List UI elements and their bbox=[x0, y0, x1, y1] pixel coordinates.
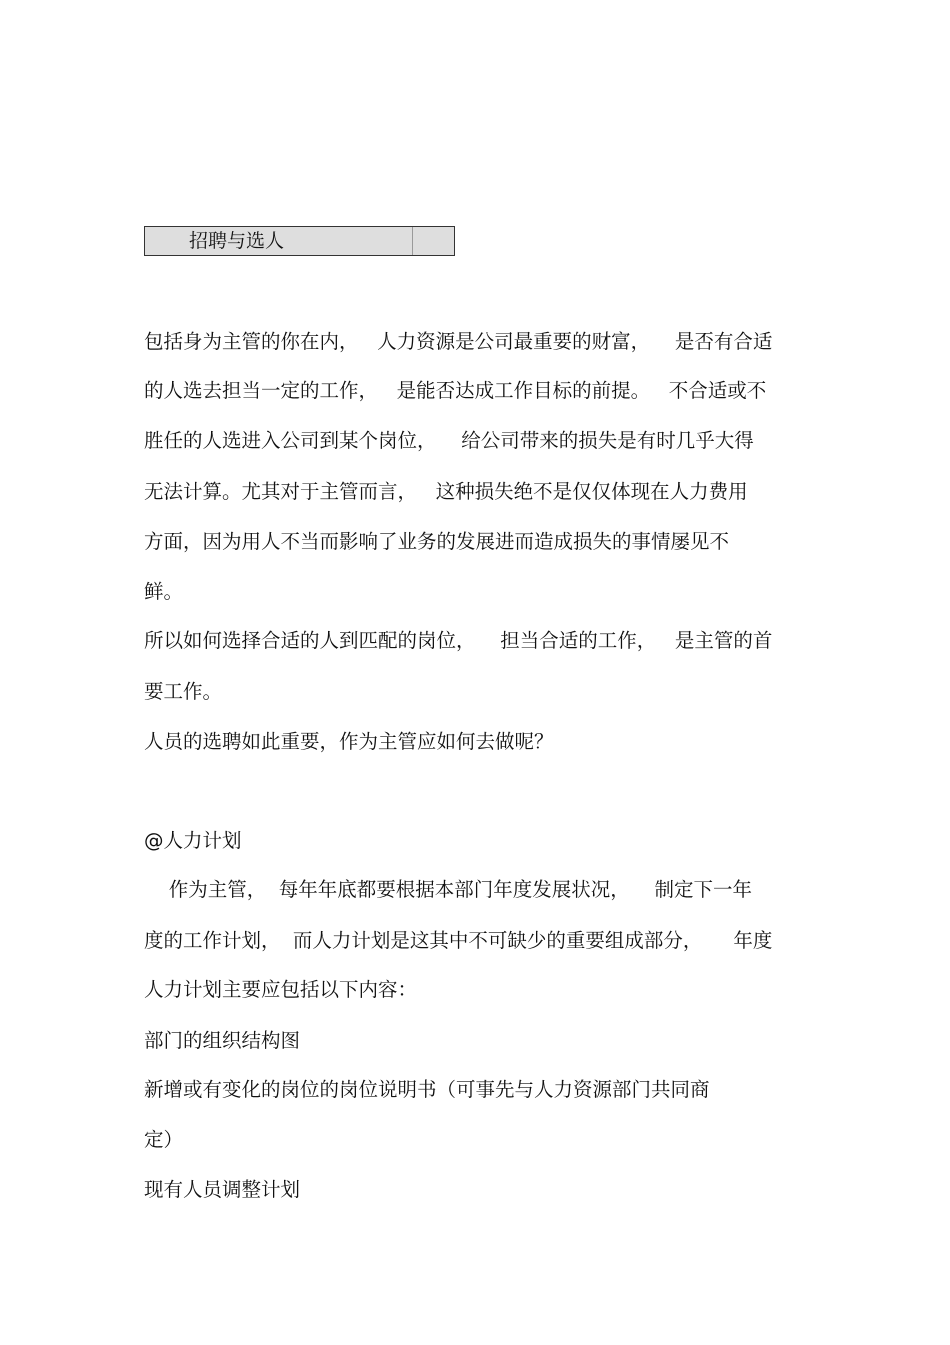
section-title-box bbox=[144, 226, 455, 256]
title-box-divider bbox=[412, 227, 413, 255]
list-item-continuation: 定） bbox=[144, 1128, 184, 1151]
paragraph-line: 无法计算。尤其对于主管而言， 这种损失绝不是仅仅体现在人力费用 bbox=[144, 480, 748, 503]
paragraph-line: 所以如何选择合适的人到匹配的岗位， 担当合适的工作， 是主管的首 bbox=[144, 629, 773, 652]
paragraph-line: 胜任的人选进入公司到某个岗位， 给公司带来的损失是有时几乎大得 bbox=[144, 429, 754, 452]
paragraph-line: 度的工作计划， 而人力计划是这其中不可缺少的重要组成部分， 年度 bbox=[144, 929, 773, 952]
paragraph-line: 作为主管， 每年年底都要根据本部门年度发展状况， 制定下一年 bbox=[144, 878, 752, 901]
paragraph-line: 鲜。 bbox=[144, 580, 184, 603]
paragraph-line: 的人选去担当一定的工作， 是能否达成工作目标的前提。 不合适或不 bbox=[144, 379, 767, 402]
list-item: 新增或有变化的岗位的岗位说明书（可事先与人力资源部门共同商 bbox=[144, 1078, 710, 1101]
paragraph-line: 方面，因为用人不当而影响了业务的发展进而造成损失的事情屡见不 bbox=[144, 530, 730, 553]
subsection-heading: @人力计划 bbox=[144, 829, 242, 852]
paragraph-line: 人员的选聘如此重要，作为主管应如何去做呢？ bbox=[144, 730, 554, 753]
paragraph-line: 人力计划主要应包括以下内容： bbox=[144, 978, 418, 1001]
paragraph-line: 包括身为主管的你在内， 人力资源是公司最重要的财富， 是否有合适 bbox=[144, 330, 773, 353]
list-item: 部门的组织结构图 bbox=[144, 1029, 301, 1052]
paragraph-line: 要工作。 bbox=[144, 680, 223, 703]
section-title: 招聘与选人 bbox=[189, 230, 285, 252]
list-item: 现有人员调整计划 bbox=[144, 1178, 301, 1201]
